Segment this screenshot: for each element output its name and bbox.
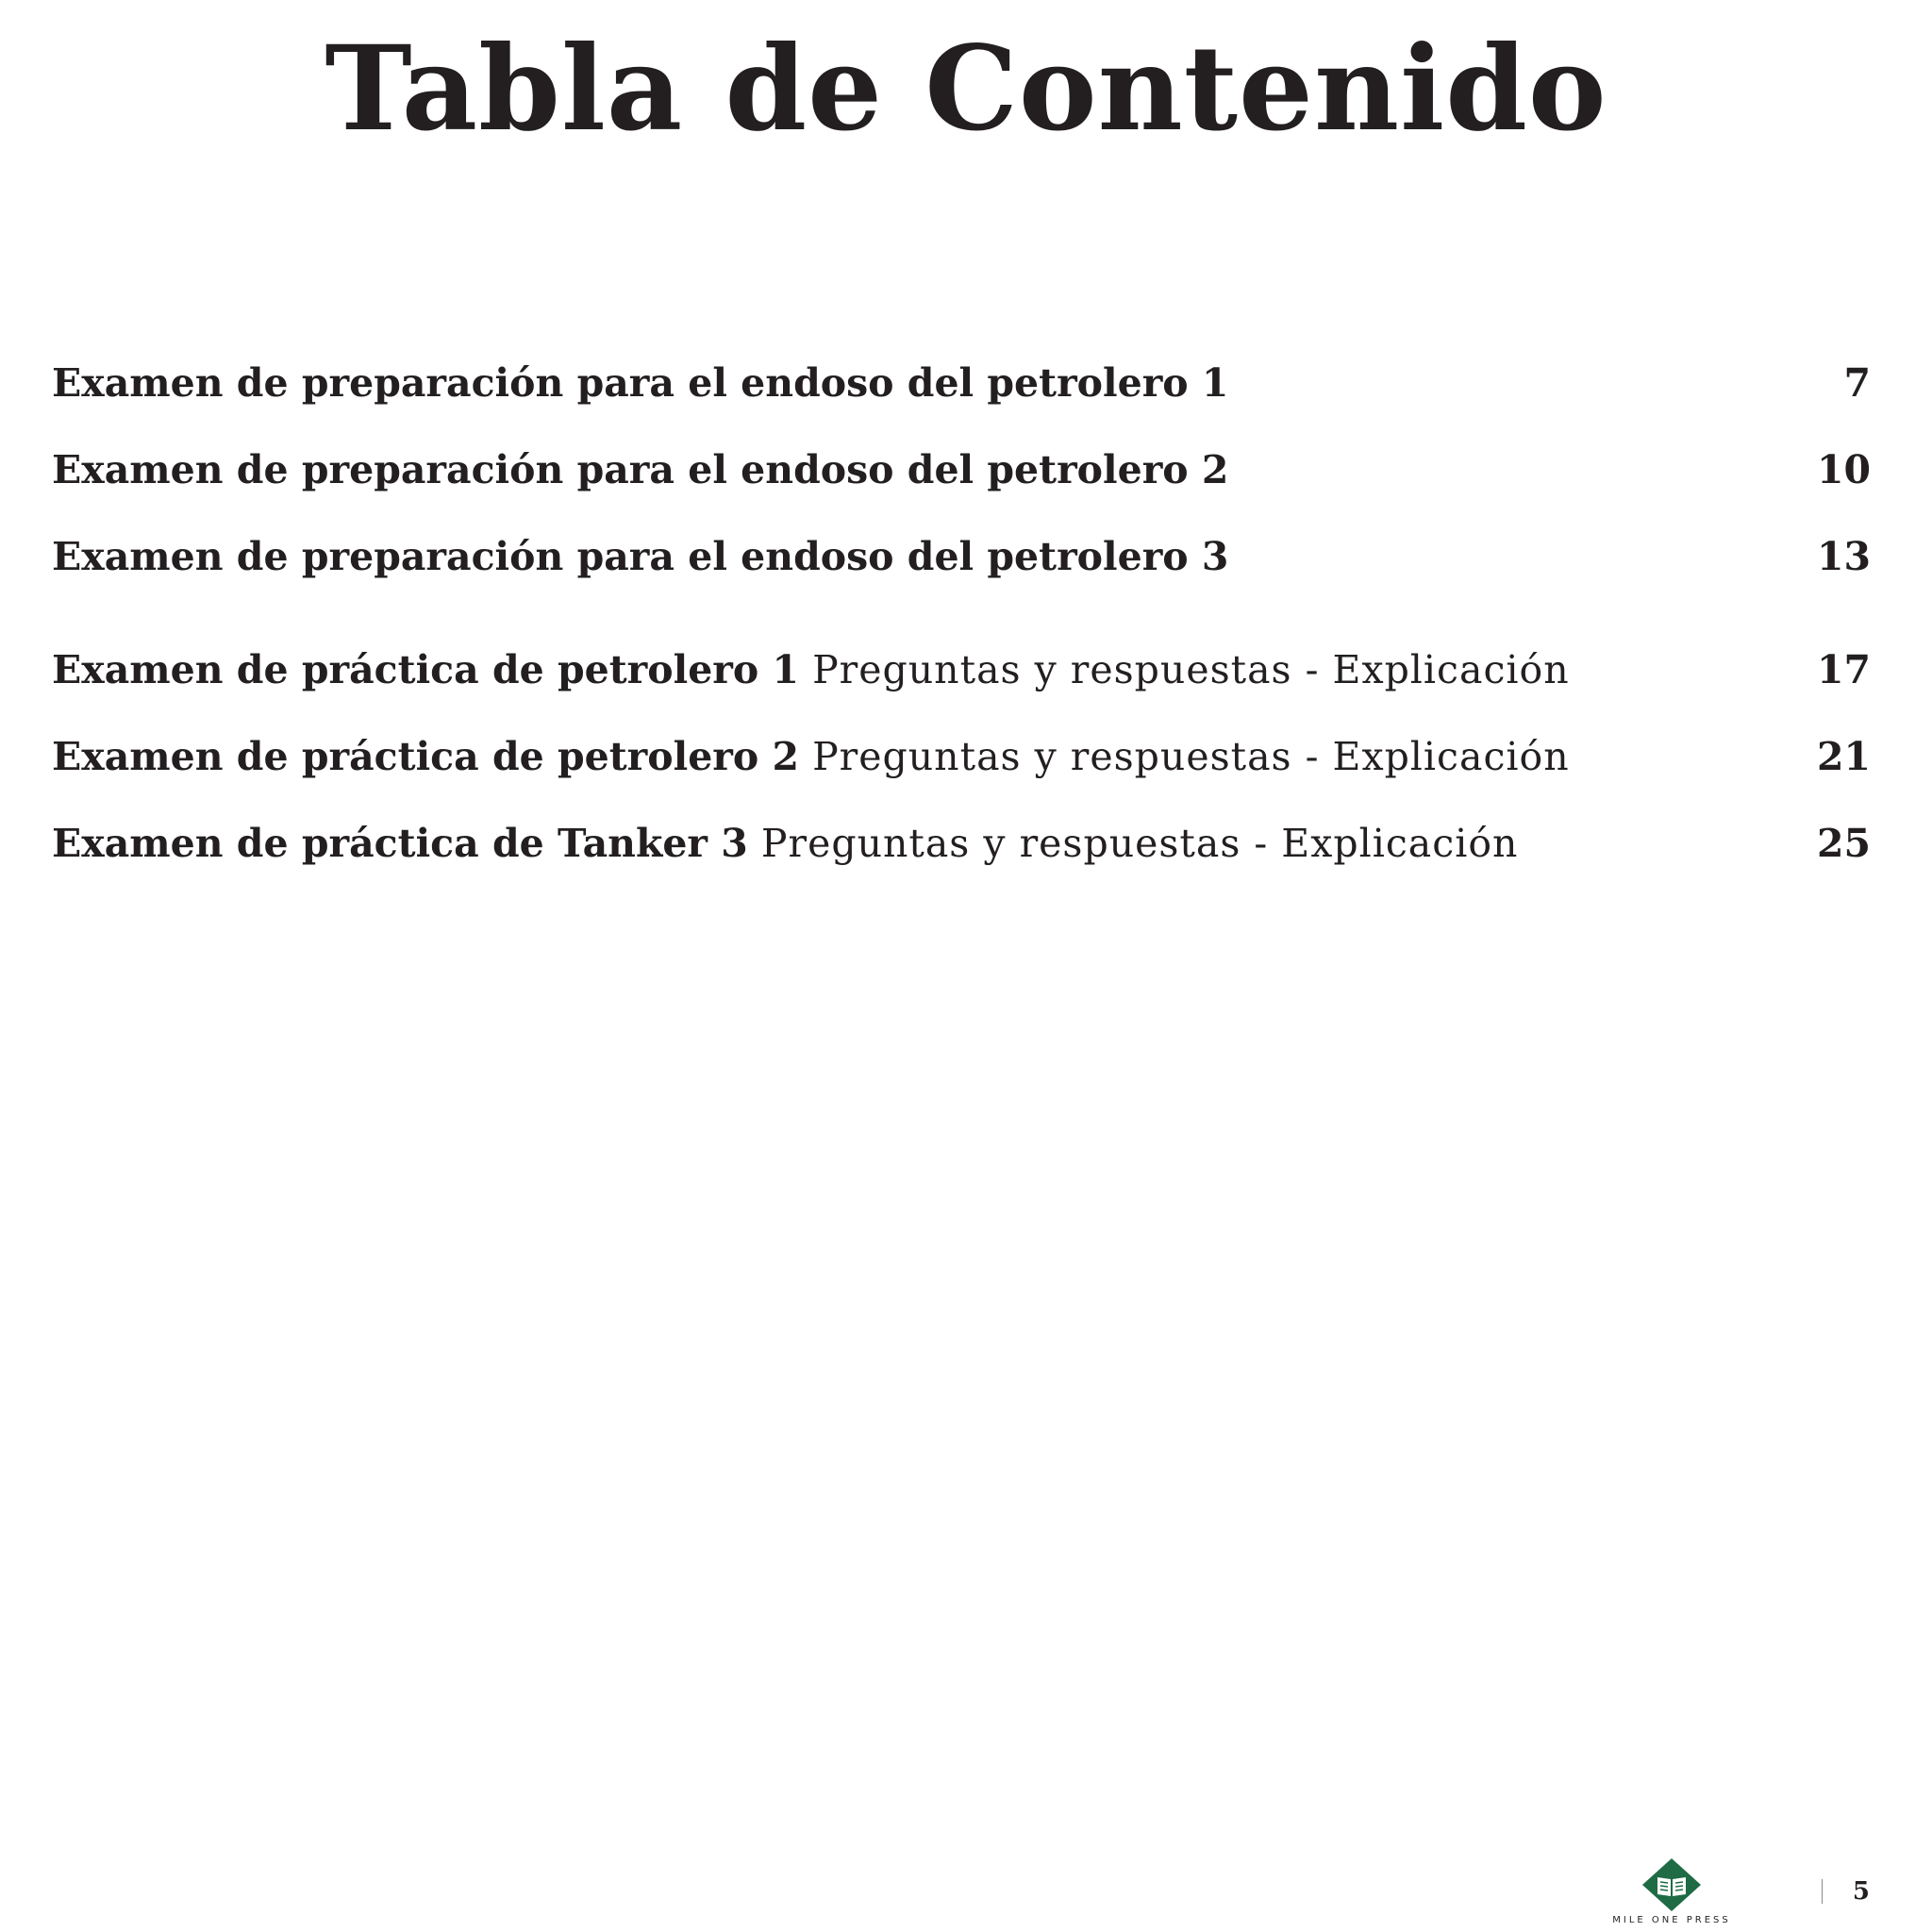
toc-entry-page-number: 10 [1816,447,1871,492]
toc-entry[interactable] [52,728,1871,785]
toc-entry-title [52,641,1570,698]
toc-entry-title [52,355,1228,411]
publisher-name: MILE ONE PRESS [1612,1915,1731,1925]
toc-entry-light-text: Preguntas y respuestas - Explicación [747,821,1519,866]
toc-entry-bold-text: Examen de preparación para el endoso del petrolero 1 [52,360,1229,406]
toc-entry-bold-text: Examen de preparación para el endoso del petrolero 2 [52,447,1229,492]
footer-divider [1822,1879,1823,1904]
toc-entry-bold-text: Examen de práctica de petrolero 1 [52,647,800,692]
toc-entry-title [52,728,1570,785]
toc-entry-bold-text: Examen de preparación para el endoso del petrolero 3 [52,534,1229,579]
toc-entry-light-text: Preguntas y respuestas - Explicación [799,647,1570,692]
toc-entry[interactable] [52,641,1871,698]
toc-entry[interactable] [52,355,1871,411]
toc-entry[interactable] [52,528,1871,585]
toc-entry-page-number: 17 [1816,647,1871,692]
toc-entry-title [52,815,1518,872]
toc-entry-page-number: 7 [1843,360,1871,406]
toc-entry-light-text: Preguntas y respuestas - Explicación [799,734,1570,779]
publisher-logo [1606,1857,1738,1932]
toc-entry[interactable] [52,441,1871,498]
toc-entry-page-number: 13 [1816,534,1871,579]
toc-entry-bold-text: Examen de práctica de Tanker 3 [52,821,748,866]
toc-entry-page-number: 25 [1816,821,1871,866]
toc-entry-bold-text: Examen de práctica de petrolero 2 [52,734,800,779]
toc-entry-page-number: 21 [1816,734,1871,779]
page-number: 5 [1852,1877,1870,1906]
page-footer [1587,1857,1870,1932]
toc-entry[interactable] [52,815,1871,872]
toc-entry-title [52,528,1228,585]
toc-entry-title [52,441,1228,498]
book-icon [1639,1857,1705,1913]
page-title: Tabla de Contenido [325,21,1607,158]
